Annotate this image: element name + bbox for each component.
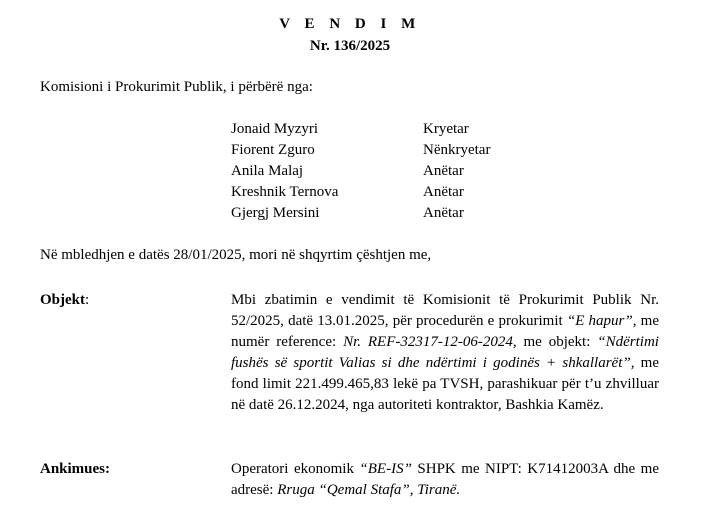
member-name: Kreshnik Ternova	[231, 184, 339, 200]
objekt-label-text: Objekt	[40, 292, 85, 308]
objekt-label-colon: :	[85, 292, 90, 308]
member-name: Fiorent Zguro	[231, 142, 315, 158]
member-role: Anëtar	[423, 184, 464, 200]
ankimues-label-text: Ankimues:	[40, 461, 111, 477]
operator-name: “BE-IS”	[359, 461, 412, 477]
operator-address: Rruga “Qemal Stafa”, Tiranë.	[277, 482, 461, 498]
member-role: Kryetar	[423, 121, 469, 137]
ankimues-text-part: SHPK me NIPT: K71412003A dhe me adresë:	[231, 461, 660, 498]
objekt-text-part: Mbi zbatimin e vendimit të Komisionit të Prokurimit Publik Nr. 52/2025, datë 13.01.2025, për procedurën e prokurimit	[231, 292, 659, 329]
ankimues-text-part: Operatori ekonomik	[231, 461, 360, 477]
objekt-label	[40, 290, 89, 311]
member-role: Anëtar	[423, 205, 464, 221]
member-role: Nënkryetar	[423, 142, 491, 158]
ankimues-label	[40, 459, 110, 480]
member-role: Anëtar	[423, 163, 464, 179]
commission-intro: Komisioni i Prokurimit Publik, i përbërë nga:	[40, 79, 313, 95]
procedure-type: “E hapur”,	[566, 313, 637, 329]
objekt-text-part: me numër reference:	[231, 313, 660, 350]
document-title: V E N D I M	[279, 16, 421, 32]
decision-number: Nr. 136/2025	[309, 38, 391, 54]
member-name: Anila Malaj	[231, 163, 304, 179]
member-name: Jonaid Myzyri	[231, 121, 319, 137]
meeting-statement: Në mbledhjen e datës 28/01/2025, mori në shqyrtim çështjen me,	[40, 247, 432, 263]
ankimues-paragraph	[231, 459, 659, 501]
object-title: “Ndërtimi fushës së sportit Valias si dhe ndërtimi i godinës + shkallarët”,	[231, 334, 659, 371]
objekt-text-part: me objekt:	[516, 334, 598, 350]
objekt-paragraph	[231, 290, 659, 416]
objekt-text-part: me fond limit 221.499.465,83 lekë pa TVSH, parashikuar për t’u zhvilluar në datë 26.12.2024, nga autoriteti kontraktor, Bashkia Kamëz.	[231, 355, 660, 413]
member-name: Gjergj Mersini	[231, 205, 320, 221]
reference-number: Nr. REF-32317-12-06-2024,	[343, 334, 517, 350]
